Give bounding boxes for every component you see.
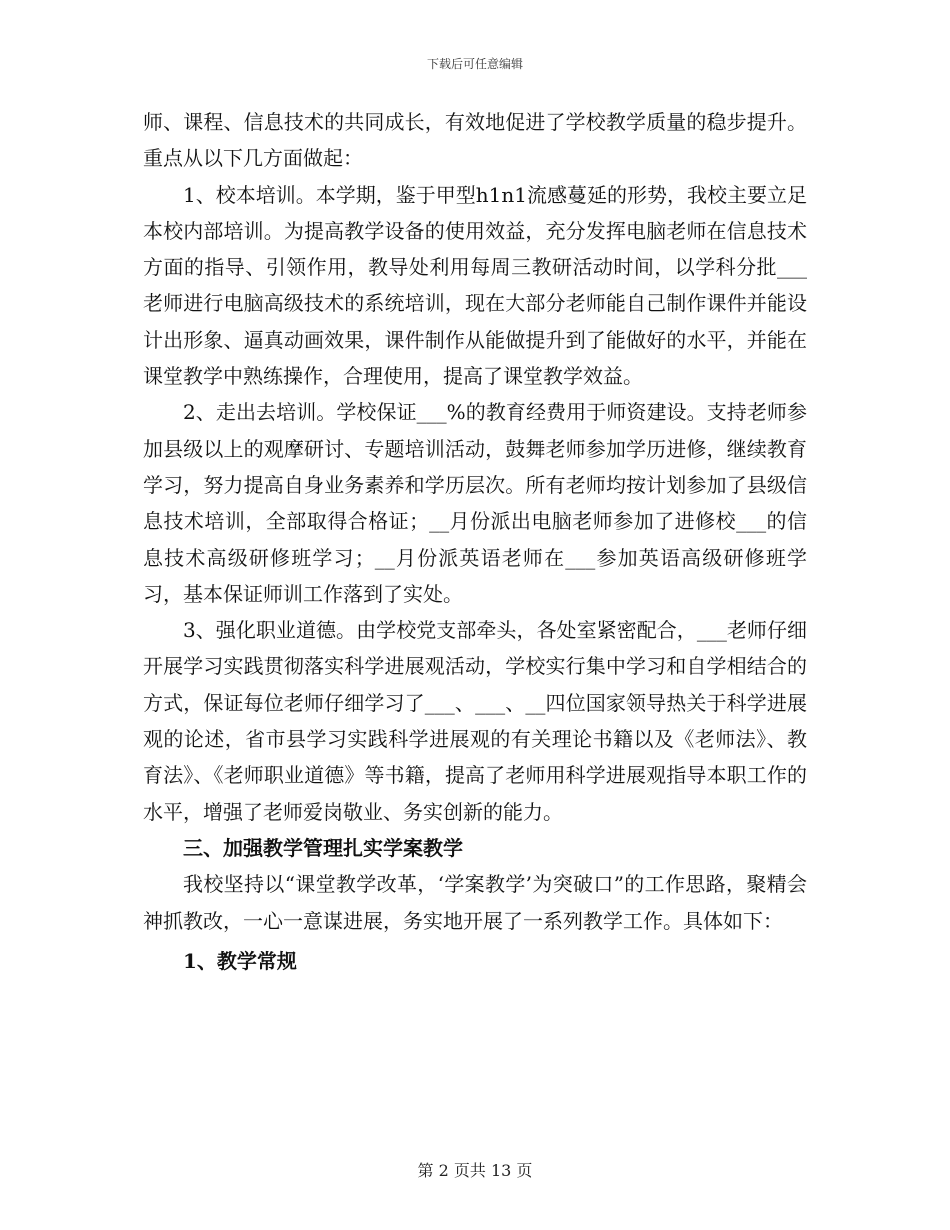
document-body (143, 104, 807, 983)
subheading-teaching-routine: 1、教学常规 (183, 948, 297, 973)
paragraph-intro-continuation: 师、课程、信息技术的共同成长，有效地促进了学校教学质量的稳步提升。重点从以下几方面做起： (143, 110, 807, 171)
section-heading-teaching-management: 三、加强教学管理扎实学案教学 (183, 835, 463, 860)
paragraph-professional-ethics: 3、强化职业道德。由学校党支部牵头，各处室紧密配合，___老师仔细开展学习实践贯彻落实科学进展观活动，学校实行集中学习和自学相结合的方式，保证每位老师仔细学习了___、___、__四位国家领导热关于科学进展观的论述，省市县学习实践科学进展观的有关理论书籍以及《老师法》、教育法》、《老师职业道德》等书籍，提高了老师用科学进展观指导本职工作的水平，增强了老师爱岗敬业、务实创新的能力。 (143, 618, 807, 824)
header-note: 下载后可任意编辑 (426, 57, 523, 71)
paragraph-teaching-reform: 我校坚持以“课堂教学改革，‘学案教学’为突破口”的工作思路，聚精会神抓教改，一心一意谋进展，务实地开展了一系列教学工作。具体如下： (143, 872, 807, 933)
page-number: 第 2 页共 13 页 (417, 1161, 533, 1180)
paragraph-external-training: 2、走出去培训。学校保证___%的教育经费用于师资建设。支持老师参加县级以上的观摩研讨、专题培训活动，鼓舞老师参加学历进修，继续教育学习，努力提高自身业务素养和学历层次。所有老师均按计划参加了县级信息技术培训，全部取得合格证；__月份派出电脑老师参加了进修校___的信息技术高级研修班学习；__月份派英语老师在___参加英语高级研修班学习，基本保证师训工作落到了实处。 (143, 400, 807, 606)
paragraph-school-training: 1、校本培训。本学期，鉴于甲型h1n1流感蔓延的形势，我校主要立足本校内部培训。为提高教学设备的使用效益，充分发挥电脑老师在信息技术方面的指导、引领作用，教导处利用每周三教研活动时间，以学科分批___老师进行电脑高级技术的系统培训，现在大部分老师能自己制作课件并能设计出形象、逼真动画效果，课件制作从能做提升到了能做好的水平，并能在课堂教学中熟练操作，合理使用，提高了课堂教学效益。 (143, 182, 807, 389)
